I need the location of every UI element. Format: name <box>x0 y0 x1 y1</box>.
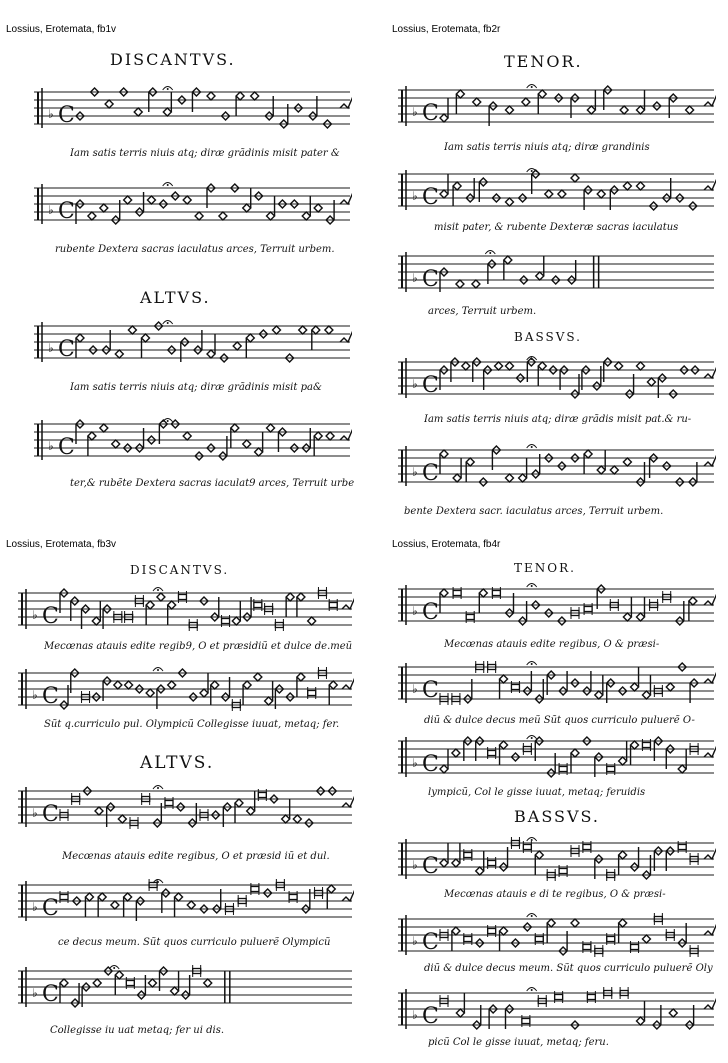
lyric-line: diũ & dulce decus meũ Sũt quos curriculo puluerẽ O- <box>424 715 695 726</box>
panel-fb2r <box>364 0 728 531</box>
svg-text:♭: ♭ <box>412 105 418 119</box>
panel-fb3v <box>0 531 364 1062</box>
lyric-line: Mecœnas atauis edite regibus, O & præsi- <box>444 639 660 650</box>
lyric-line: Sũt q.curriculo pul. Olympicũ Collegisse iuuat, metaq; fer. <box>44 719 340 730</box>
lyric-line: rubente Dextera sacras iaculatus arces, Terruit urbem. <box>55 244 335 255</box>
svg-text:C: C <box>422 185 439 210</box>
page-caption: Lossius, Erotemata, fb3v <box>6 539 117 550</box>
svg-text:C: C <box>42 982 59 1007</box>
music-staff <box>14 961 354 1017</box>
panel-fb4r <box>364 531 728 1062</box>
music-staff <box>394 731 716 785</box>
svg-text:♭: ♭ <box>48 107 54 121</box>
svg-text:C: C <box>422 678 439 703</box>
svg-text:C: C <box>42 604 59 629</box>
svg-text:C: C <box>58 103 75 128</box>
svg-text:♭: ♭ <box>412 934 418 948</box>
music-staff <box>394 657 716 711</box>
svg-text:C: C <box>42 684 59 709</box>
page-caption: Lossius, Erotemata, fb4r <box>392 539 501 550</box>
panel-fb1v <box>0 0 364 531</box>
svg-text:♭: ♭ <box>412 465 418 479</box>
lyric-line: diũ & dulce decus meum. Sũt quos curriculo puluerẽ Oly <box>424 963 713 974</box>
svg-text:♭: ♭ <box>412 756 418 770</box>
voice-title-discantus: DISCANTVS. <box>110 50 236 69</box>
svg-text:♭: ♭ <box>412 858 418 872</box>
voice-title-bassus: BASSVS. <box>514 807 600 826</box>
svg-text:C: C <box>42 802 59 827</box>
music-staff <box>14 781 354 841</box>
svg-text:C: C <box>422 461 439 486</box>
lyric-line: Iam satis terris niuis atq; diræ grandinis <box>444 142 650 153</box>
svg-text:C: C <box>422 1004 439 1029</box>
svg-text:♭: ♭ <box>32 900 38 914</box>
voice-title-tenor: TENOR. <box>504 52 583 71</box>
svg-text:♭: ♭ <box>412 189 418 203</box>
svg-text:♭: ♭ <box>412 682 418 696</box>
music-staff <box>30 414 352 468</box>
music-staff <box>30 82 352 136</box>
lyric-line: Mecœnas atauis edite regib9, O et præsidiũ et dulce de.meũ <box>44 641 353 652</box>
svg-text:♭: ♭ <box>32 986 38 1000</box>
svg-text:♭: ♭ <box>48 341 54 355</box>
svg-text:C: C <box>422 752 439 777</box>
music-staff <box>394 80 716 134</box>
music-staff <box>30 178 352 232</box>
svg-text:C: C <box>422 373 439 398</box>
svg-text:C: C <box>58 337 75 362</box>
voice-title-altus: ALTVS. <box>140 288 211 307</box>
svg-text:♭: ♭ <box>412 271 418 285</box>
lyric-line: Iam satis terris niuis atq; diræ grãdis misit pat.& ru- <box>424 414 692 425</box>
svg-text:C: C <box>42 896 59 921</box>
music-staff <box>394 246 716 300</box>
page-caption: Lossius, Erotemata, fb2r <box>392 24 501 35</box>
music-staff <box>394 352 716 406</box>
lyric-line: bente Dextera sacr. iaculatus arces, Terruit urbem. <box>404 506 664 517</box>
music-staff <box>394 833 716 887</box>
voice-title-bassus: BASSVS. <box>514 330 582 344</box>
music-staff <box>14 583 354 637</box>
music-staff <box>394 440 716 500</box>
lyric-line: Mecœnas atauis edite regibus, O et præsid iũ et dul. <box>62 851 330 862</box>
svg-text:♭: ♭ <box>412 377 418 391</box>
lyric-line: picũ Col le gisse iuuat, metaq; feru. <box>428 1037 609 1048</box>
music-staff <box>394 909 716 963</box>
svg-text:♭: ♭ <box>48 439 54 453</box>
svg-text:C: C <box>58 435 75 460</box>
svg-text:C: C <box>422 930 439 955</box>
svg-text:C: C <box>422 854 439 879</box>
music-staff <box>394 579 716 633</box>
svg-text:♭: ♭ <box>412 1008 418 1022</box>
lyric-line: misit pater, & rubente Dexteræ sacras iaculatus <box>434 222 679 233</box>
svg-text:C: C <box>422 101 439 126</box>
lyric-line: lympicũ, Col le gisse iuuat, metaq; feruidis <box>428 787 646 798</box>
svg-text:C: C <box>58 199 75 224</box>
svg-text:C: C <box>422 600 439 625</box>
lyric-line: Collegisse iu uat metaq; fer ui dis. <box>50 1025 224 1036</box>
music-staff <box>14 663 354 717</box>
lyric-line: arces, Terruit urbem. <box>428 306 537 317</box>
svg-text:♭: ♭ <box>32 688 38 702</box>
page-caption: Lossius, Erotemata, fb1v <box>6 24 117 35</box>
music-staff <box>394 164 716 218</box>
voice-title-altus: ALTVS. <box>140 753 215 773</box>
svg-text:C: C <box>422 267 439 292</box>
voice-title-discantus: DISCANTVS. <box>130 563 230 577</box>
music-staff <box>394 983 716 1037</box>
music-staff <box>14 875 354 931</box>
lyric-line: Iam satis terris niuis atq; diræ grãdinis misit pa& <box>70 382 322 393</box>
voice-title-tenor: TENOR. <box>514 561 576 575</box>
svg-text:♭: ♭ <box>32 806 38 820</box>
svg-text:♭: ♭ <box>412 604 418 618</box>
svg-text:♭: ♭ <box>48 203 54 217</box>
lyric-line: ce decus meum. Sũt quos curriculo puluerẽ Olympicũ <box>58 937 331 948</box>
lyric-line: ter,& rubẽte Dextera sacras iaculat9 arces, Terruit urbe <box>70 478 355 489</box>
lyric-line: Iam satis terris niuis atq; diræ grãdinis misit pater & <box>70 148 340 159</box>
lyric-line: Mecœnas atauis e di te regibus, O & præsi- <box>444 889 666 900</box>
music-staff <box>30 316 352 370</box>
svg-text:♭: ♭ <box>32 608 38 622</box>
